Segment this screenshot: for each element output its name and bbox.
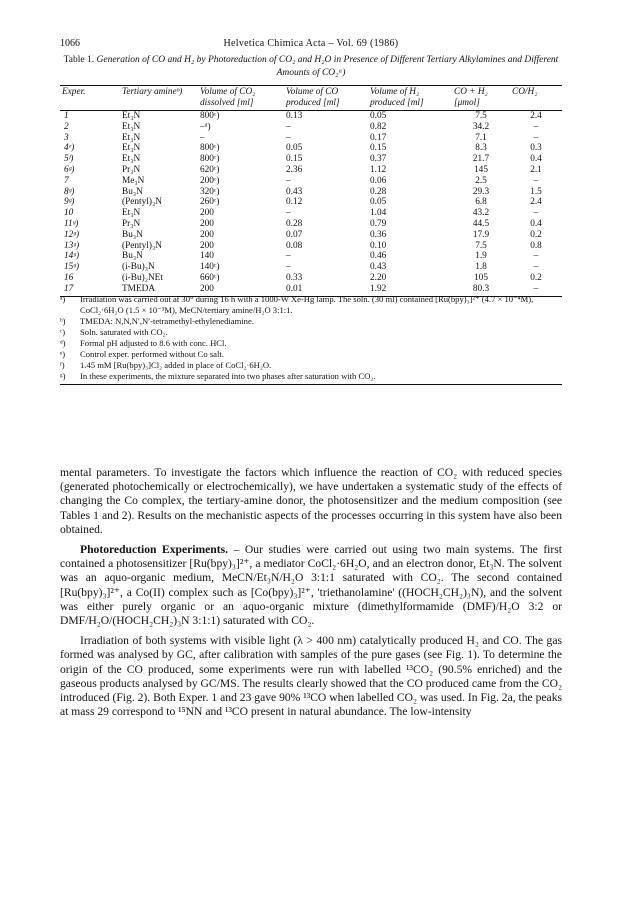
- table-cell: 7: [64, 175, 69, 186]
- table-cell: –: [286, 175, 291, 186]
- table-cell: 0.17: [370, 132, 387, 143]
- footnote-mark: ᵇ): [60, 316, 66, 326]
- table-cell: 1: [64, 111, 69, 121]
- table-cell: 6.8: [475, 197, 487, 208]
- table-title: Generation of CO and H₂ by Photoreduction of CO₂ and H₂O in Presence of Different Tertiary Alkylamines and Different Amounts of CO₂ᵃ): [96, 55, 559, 78]
- table-cell: 0.36: [370, 229, 387, 240]
- table-cell: (Pentyl)₃N: [122, 240, 162, 251]
- table-cell: 800ᶜ): [200, 111, 220, 121]
- table-cell: 9ᵍ): [64, 197, 75, 208]
- table-cell: –: [286, 208, 291, 219]
- table-cell: 4ᵉ): [64, 143, 75, 154]
- footnote-text: 1.45 mM [Ru(bpy)₃]Cl₂ added in place of CoCl₂·6H₂O.: [80, 360, 272, 370]
- table-cell: Et₃N: [122, 208, 141, 219]
- table-cell: 7.5: [475, 111, 487, 121]
- table-cell: 0.4: [530, 154, 542, 165]
- table-cell: 0.43: [286, 186, 303, 197]
- table-cell: 260ᶜ): [200, 197, 220, 208]
- column-header: Volume of CO produced [ml]: [284, 86, 368, 111]
- table-cell: 1.8: [475, 262, 487, 273]
- table-caption: [60, 54, 562, 80]
- table-cell: Pr₃N: [122, 164, 141, 175]
- table-row: [60, 111, 562, 122]
- table-cell: TMEDA: [120, 284, 198, 296]
- table-row: [60, 143, 562, 154]
- table-cell: 2.5: [475, 175, 487, 186]
- table-cell: 10: [64, 208, 74, 219]
- table-cell: 80.3: [452, 284, 510, 296]
- table-cell: 200: [200, 240, 214, 251]
- table-cell: –: [286, 121, 291, 132]
- table-cell: 0.12: [286, 197, 303, 208]
- table-cell: 14ᵍ): [64, 251, 80, 262]
- table-cell: (i-Bu)₂NEt: [122, 272, 163, 283]
- footnote: [60, 371, 562, 382]
- table-cell: 1.04: [370, 208, 387, 219]
- table-row: [60, 154, 562, 165]
- table-cell: 620ᶜ): [200, 164, 220, 175]
- column-header: CO + H₂ [μmol]: [452, 86, 510, 111]
- table-cell: 12ᵍ): [64, 229, 80, 240]
- table-cell: 200ᶜ): [200, 175, 220, 186]
- table-cell: 0.05: [370, 111, 387, 121]
- table-cell: 0.2: [530, 229, 542, 240]
- table-cell: 200: [198, 284, 284, 296]
- table-cell: –: [533, 175, 539, 186]
- table-cell: 800ᶜ): [200, 143, 220, 154]
- table-cell: 2.20: [370, 272, 387, 283]
- column-header: Volume of CO₂ dissolved [ml]: [198, 86, 284, 111]
- table-cell: –: [533, 208, 539, 219]
- table-cell: 2.4: [530, 111, 542, 121]
- footnote: [60, 294, 562, 316]
- footnote-mark: ᵉ): [60, 349, 66, 359]
- paragraph: Irradiation of both systems with visible light (λ > 400 nm) catalytically produced H₂ and CO. The gas formed was analysed by GC, after calibration with samples of the pure gases (see Fig. 1). To determine the origin of the CO produced, some experiments were run with labelled ¹³CO₂ (90.5% enriched) and the gaseous products analysed by GC/MS. The results clearly showed that the CO produced came from the CO₂ introduced (Fig. 2). Both Exper. 1 and 23 gave 90% ¹³CO when labelled CO₂ was used. In Fig. 2a, the peaks at mass 29 correspond to ¹⁵NN and ¹³CO present in natural abundance. The low-intensity: [60, 634, 562, 719]
- column-header: Exper.: [60, 86, 120, 111]
- table-cell: 7.1: [475, 132, 487, 143]
- table-cell: –: [533, 262, 539, 273]
- table-cell: 34.2: [472, 121, 490, 132]
- table-cell: Et₃N: [122, 132, 141, 143]
- table-row: [60, 197, 562, 208]
- paragraph: [60, 543, 562, 628]
- table-cell: 0.10: [370, 240, 387, 251]
- table-cell: 13ᵍ): [64, 240, 80, 251]
- table-cell: 200: [200, 208, 214, 219]
- table-row: [60, 122, 562, 133]
- table-cell: 44.5: [472, 218, 490, 229]
- footnote-text: Irradiation was carried out at 30° during 16 h with a 1000-W Xe-Hg lamp. The soln. (30 ml) contained [Ru(bpy)₃]²⁺ (4.7 × 10⁻⁴M), CoCl₂·6H₂O (1.5 × 10⁻³M), MeCN/tertiary amine/H₂O 3:1:1.: [80, 294, 534, 315]
- table-row: [60, 251, 562, 262]
- table-row: [60, 241, 562, 252]
- footnote-text: Soln. saturated with CO₂.: [80, 327, 168, 337]
- table-cell: (Pentyl)₃N: [122, 197, 162, 208]
- table-cell: –: [286, 132, 291, 143]
- table-cell: 0.01: [284, 284, 368, 296]
- table-cell: –: [286, 262, 291, 273]
- table-cell: Et₃N: [122, 121, 141, 132]
- table-cell: 0.79: [370, 218, 387, 229]
- footnote-text: Formal pH adjusted to 8.6 with conc. HCl.: [80, 338, 227, 348]
- table-cell: 200: [200, 218, 214, 229]
- table-cell: 6ᵍ): [64, 164, 75, 175]
- table-cell: 8.3: [475, 143, 487, 154]
- table-cell: 145: [474, 164, 488, 175]
- table-row: [60, 176, 562, 187]
- table-cell: 0.82: [370, 121, 387, 132]
- table-cell: 0.05: [286, 143, 303, 154]
- table-cell: 43.2: [472, 208, 490, 219]
- table-cell: –ᵈ): [200, 121, 211, 132]
- table-cell: 0.08: [286, 240, 303, 251]
- journal-title: Helvetica Chimica Acta – Vol. 69 (1986): [223, 38, 399, 49]
- table-cell: 11ᵍ): [64, 218, 79, 229]
- article-body: [60, 466, 562, 725]
- table-cell: 0.07: [286, 229, 303, 240]
- table-cell: 3: [64, 132, 69, 143]
- table-cell: 5ᶠ): [64, 154, 74, 165]
- page-number: 1066: [60, 38, 80, 49]
- table-cell: 0.33: [286, 272, 303, 283]
- table-cell: 0.28: [370, 186, 387, 197]
- table-cell: 17.9: [472, 229, 490, 240]
- table-cell: –: [286, 251, 291, 262]
- table-cell: –: [533, 121, 539, 132]
- footnote-text: TMEDA: N,N,N′,N′-tetramethyl-ethylenediamine.: [80, 316, 254, 326]
- table-cell: 1.12: [370, 164, 387, 175]
- footnote-mark: ᵍ): [60, 371, 66, 381]
- table-row: [60, 262, 562, 273]
- table-row: [60, 208, 562, 219]
- table-cell: 29.3: [472, 186, 490, 197]
- table-cell: Et₃N: [122, 143, 141, 154]
- table-cell: 21.7: [472, 154, 490, 165]
- table-row: [60, 230, 562, 241]
- table-cell: 2.1: [530, 164, 542, 175]
- column-header: Volume of H₂ produced [ml]: [368, 86, 452, 111]
- table-cell: 7.5: [475, 240, 487, 251]
- section-heading: Photoreduction Experiments.: [80, 543, 229, 557]
- table-cell: 8ᵍ): [64, 186, 75, 197]
- table-cell: 15ᵍ): [64, 262, 80, 273]
- table-cell: (i-Bu)₃N: [122, 262, 155, 273]
- table-row: [60, 219, 562, 230]
- table-cell: 0.8: [530, 240, 542, 251]
- table-cell: Bu₃N: [122, 229, 143, 240]
- table-body: [60, 111, 562, 297]
- table-cell: 0.2: [530, 272, 542, 283]
- footnote-mark: ᶜ): [60, 327, 66, 337]
- footnote: [60, 327, 562, 338]
- column-header: CO/H₂: [510, 86, 562, 111]
- table-cell: Pr₃N: [122, 218, 141, 229]
- table-cell: Bu₃N: [122, 251, 143, 262]
- table-cell: 320ᶜ): [200, 186, 220, 197]
- footnote-mark: ᵃ): [60, 294, 66, 304]
- table-cell: Et₃N: [122, 111, 141, 121]
- table-cell: 105: [474, 272, 488, 283]
- table-cell: 0.28: [286, 218, 303, 229]
- table-row: [60, 133, 562, 144]
- table-cell: 1.92: [368, 284, 452, 296]
- column-header: Tertiary amineᵇ): [120, 86, 198, 111]
- table-cell: –: [533, 251, 539, 262]
- table-header-row: [60, 86, 562, 111]
- paragraph: mental parameters. To investigate the factors which influence the reaction of CO₂ with reduced species (generated photochemically or electrochemically), we have undertaken a systematic study of the effects of changing the Co complex, the tertiary-amine donor, the photosensitizer and the medium composition (see Tables 1 and 2). Results on the mechanistic aspects of the processes occurring in this system have also been obtained.: [60, 466, 562, 536]
- footnote-text: In these experiments, the mixture separated into two phases after saturation with CO₂.: [80, 371, 376, 381]
- footnote: [60, 316, 562, 327]
- table-cell: 2: [64, 121, 69, 132]
- table-cell: 0.37: [370, 154, 387, 165]
- table-cell: 0.4: [530, 218, 542, 229]
- table-row: [60, 187, 562, 198]
- table-cell: 0.43: [370, 262, 387, 273]
- footnote: [60, 338, 562, 349]
- table-cell: 800ᶜ): [200, 154, 220, 165]
- footnote-rule: [60, 383, 562, 385]
- table-cell: 0.3: [530, 143, 542, 154]
- data-table: [60, 85, 562, 297]
- table-cell: Me₃N: [122, 175, 145, 186]
- table-cell: 200: [200, 229, 214, 240]
- table-cell: 2.36: [286, 164, 303, 175]
- table-cell: –: [200, 132, 205, 143]
- table-cell: 1.9: [475, 251, 487, 262]
- table-cell: –: [533, 132, 539, 143]
- table-cell: 0.05: [370, 197, 387, 208]
- table-label: Table 1.: [63, 55, 95, 65]
- table-cell: 140ᶜ): [200, 262, 220, 273]
- table-cell: 140: [200, 251, 214, 262]
- footnote: [60, 349, 562, 360]
- table-cell: 1.5: [530, 186, 542, 197]
- table-cell: 17: [60, 284, 120, 296]
- table-cell: 0.46: [370, 251, 387, 262]
- table-cell: Bu₃N: [122, 186, 143, 197]
- table-footnotes: [60, 294, 562, 385]
- table-row: [60, 165, 562, 176]
- table-row: [60, 273, 562, 284]
- footnote-mark: ᶠ): [60, 360, 65, 370]
- table-cell: 16: [64, 272, 74, 283]
- table-cell: 0.15: [370, 143, 387, 154]
- table-cell: 0.13: [286, 111, 303, 121]
- footnote-mark: ᵈ): [60, 338, 66, 348]
- table-cell: Et₃N: [122, 154, 141, 165]
- table-cell: 0.06: [370, 175, 387, 186]
- table-cell: –: [510, 284, 562, 296]
- table-cell: 660ᶜ): [200, 272, 220, 283]
- footnote-text: Control exper. performed without Co salt.: [80, 349, 224, 359]
- table-cell: 2.4: [530, 197, 542, 208]
- paragraph-text: – Our studies were carried out using two main systems. The first contained a photosensitizer [Ru(bpy)₃]²⁺, a mediator CoCl₂·6H₂O, and an electron donor, Et₃N. The solvent was an aquo-organic medium, MeCN/Et₃N/H₂O 3:1:1 saturated with CO₂. The second contained [Ru(bpy)₃]²⁺, a Co(II) complex such as [Co(bpy)₃]²⁺, 'triethanolamine' ((HOCH₂CH₂)₃N), and the solvent was either purely organic or an aquo-organic mixture (dimethylformamide (DMF)/H₂O 3:2 or DMF/H₂O/(HOCH₂CH₂)₃N 3:1:1) saturated with CO₂.: [60, 543, 562, 628]
- footnote: [60, 360, 562, 371]
- table-cell: 0.15: [286, 154, 303, 165]
